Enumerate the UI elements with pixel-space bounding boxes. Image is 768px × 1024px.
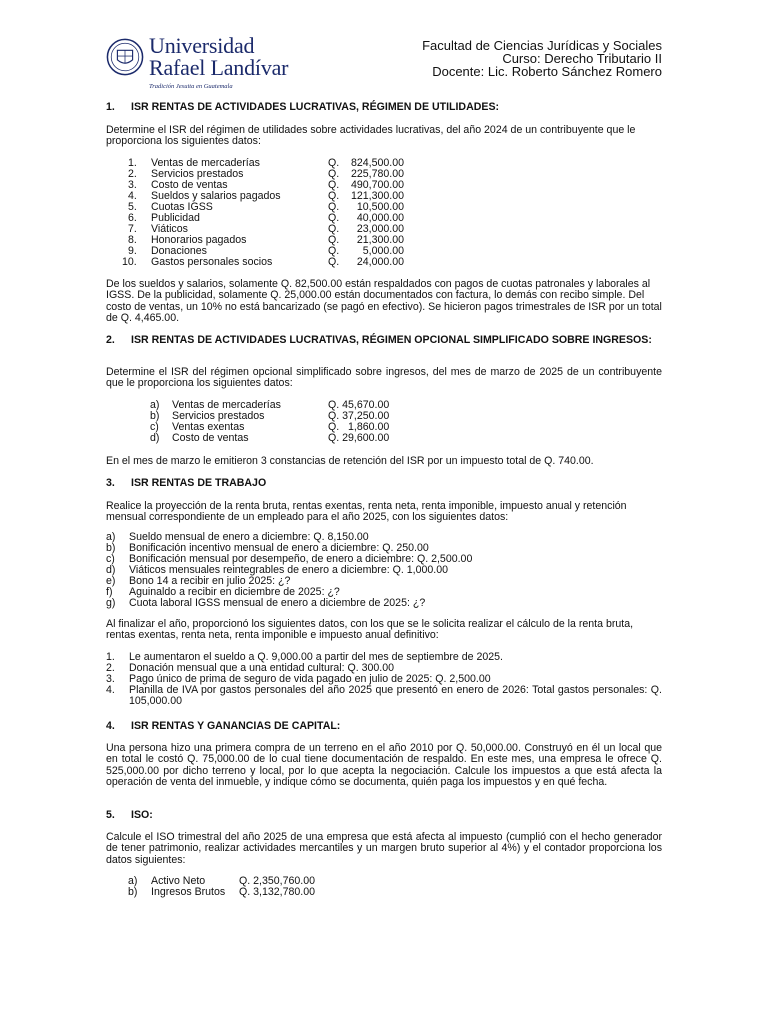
section-1-intro: Determine el ISR del régimen de utilidades sobre actividades lucrativas, del año 2024 de un contribuyente que le proporciona los siguientes datos: (106, 124, 636, 148)
section-number: 2. (106, 334, 115, 346)
section-2-note: En el mes de marzo le emitieron 3 constancias de retención del ISR por un impuesto total de Q. 740.00. (106, 455, 594, 467)
section-number: 5. (106, 809, 115, 821)
section-heading: ISR RENTAS Y GANANCIAS DE CAPITAL: (131, 720, 341, 732)
header-teacher: Docente: Lic. Roberto Sánchez Romero (432, 64, 662, 79)
list-item: b) Bonificación incentivo mensual de enero a diciembre: Q. 250.00 (106, 542, 429, 554)
section-2-title (106, 335, 662, 346)
section-1-title (106, 102, 662, 113)
header-course: Curso: Derecho Tributario II (502, 51, 662, 66)
list-item: f) Aguinaldo a recibir en diciembre de 2025: ¿? (106, 586, 340, 598)
list-item: c) Bonificación mensual por desempeño, de enero a diciembre: Q. 2,500.00 (106, 553, 473, 565)
logo-line-2: Rafael Landívar (149, 55, 289, 80)
list-item: e) Bono 14 a recibir en julio 2025: ¿? (106, 575, 291, 587)
section-heading: ISO: (131, 809, 153, 821)
section-3-data-list (0, 532, 768, 612)
section-heading: ISR RENTAS DE ACTIVIDADES LUCRATIVAS, RÉGIMEN OPCIONAL SIMPLIFICADO SOBRE INGRESOS: (131, 334, 652, 346)
list-item: 1. Le aumentaron el sueldo a Q. 9,000.00 a partir del mes de septiembre de 2025. (106, 651, 503, 663)
section-3-final-data-list (0, 652, 768, 708)
list-item: 2. Donación mensual que a una entidad cultural: Q. 300.00 (106, 662, 395, 674)
section-4-text: Una persona hizo una primera compra de un terreno en el año 2010 por Q. 50,000.00. Construyó en él un local que en total le costó Q. 75,000.00 de lo cual tiene documentación de respaldo. En este mes, una empresa le ofrece Q. 525,000.00 por dicho terreno y local, por lo que acepta la negociación. Calcule los impuestos a que está afecta la operación de venta del inmueble, y indique cómo se documenta, quién paga los impuestos y en qué fecha. (106, 742, 662, 789)
logo-line-1: Universidad (149, 33, 255, 58)
section-2-data-list: a) Ventas de mercaderías Q. 45,670.00 b) Servicios prestados Q. 37,250.00 c) Ventas exentas Q. 1,860.00 d) Costo de ventas Q. 29,600.00 (150, 399, 390, 444)
list-item: d) Viáticos mensuales reintegrables de enero a diciembre: Q. 1,000.00 (106, 564, 448, 576)
section-1-data-list: 1. Ventas de mercaderías Q. 824,500.00 2. Servicios prestados Q. 225,780.00 3. Costo de ventas Q. 490,700.00 4. Sueldos y salarios pagados Q. 121,300.00 5. Cuotas IGSS Q. 10,500.00 6. Publicidad Q. 40,000.00 7. Viáticos Q. 23,000.00 8. Honorarios pagados Q. 21,300.00 9. Donaciones Q. 5,000.00 10. Gastos personales socios Q. 24,000.00 (122, 157, 404, 268)
section-3-intro: Realice la proyección de la renta bruta, rentas exentas, renta neta, renta imponible, impuesto anual y retención mensual correspondiente de un empleado para el año 2025, con los siguientes datos: (106, 500, 627, 524)
section-5-text: Calcule el ISO trimestral del año 2025 de una empresa que está afecta al impuesto (cumplió con el hecho generador de tener patrimonio, realizar actividades mercantiles y un margen bruto superior al 4%) y el contador proporciona los datos siguientes: (106, 831, 662, 866)
section-number: 3. (106, 477, 115, 489)
section-2-intro: Determine el ISR del régimen opcional simplificado sobre ingresos, del mes de marzo de 2025 de un contribuyente que le proporciona los siguientes datos: (106, 366, 662, 390)
section-5-data-list: a) Activo Neto Q. 2,350,760.00 b) Ingresos Brutos Q. 3,132,780.00 (128, 875, 315, 898)
section-number: 1. (106, 101, 115, 113)
university-seal-icon (106, 37, 144, 77)
section-5-title (106, 810, 662, 821)
list-item: a) Sueldo mensual de enero a diciembre: Q. 8,150.00 (106, 531, 369, 543)
section-1-note: De los sueldos y salarios, solamente Q. 82,500.00 están respaldados con pagos de cuotas patronales y laborales al IGSS. De la publicidad, solamente Q. 25,000.00 están documentados con factura, lo demás con recibo simple. Del costo de ventas, un 10% no está bancarizado (se pagó en efectivo). Se hicieron pagos trimestrales de ISR por un total de Q. 4,465.00. (106, 278, 662, 325)
section-4-title (106, 721, 662, 732)
list-item: 3. Pago único de prima de seguro de vida pagado en julio de 2025: Q. 2,500.00 (106, 673, 491, 685)
section-heading: ISR RENTAS DE ACTIVIDADES LUCRATIVAS, RÉGIMEN DE UTILIDADES: (131, 101, 500, 113)
header-faculty: Facultad de Ciencias Jurídicas y Sociales (422, 38, 662, 53)
section-heading: ISR RENTAS DE TRABAJO (131, 477, 267, 489)
list-item: g) Cuota laboral IGSS mensual de enero a diciembre de 2025: ¿? (106, 597, 426, 609)
university-logo (106, 33, 289, 95)
section-3-title (106, 478, 662, 489)
logo-tagline: Tradición Jesuita en Guatemala (149, 83, 233, 90)
section-3-intro-2: Al finalizar el año, proporcionó los siguientes datos, con los que se le solicita realizar el cálculo de la renta bruta, rentas exentas, renta neta, renta imponible e impuesto anual definitivo: (106, 618, 634, 642)
list-item: 4. Planilla de IVA por gastos personales del año 2025 que presentó en enero de 2026: Total gastos personales: Q. 105,000.00 (106, 684, 662, 708)
section-number: 4. (106, 720, 115, 732)
